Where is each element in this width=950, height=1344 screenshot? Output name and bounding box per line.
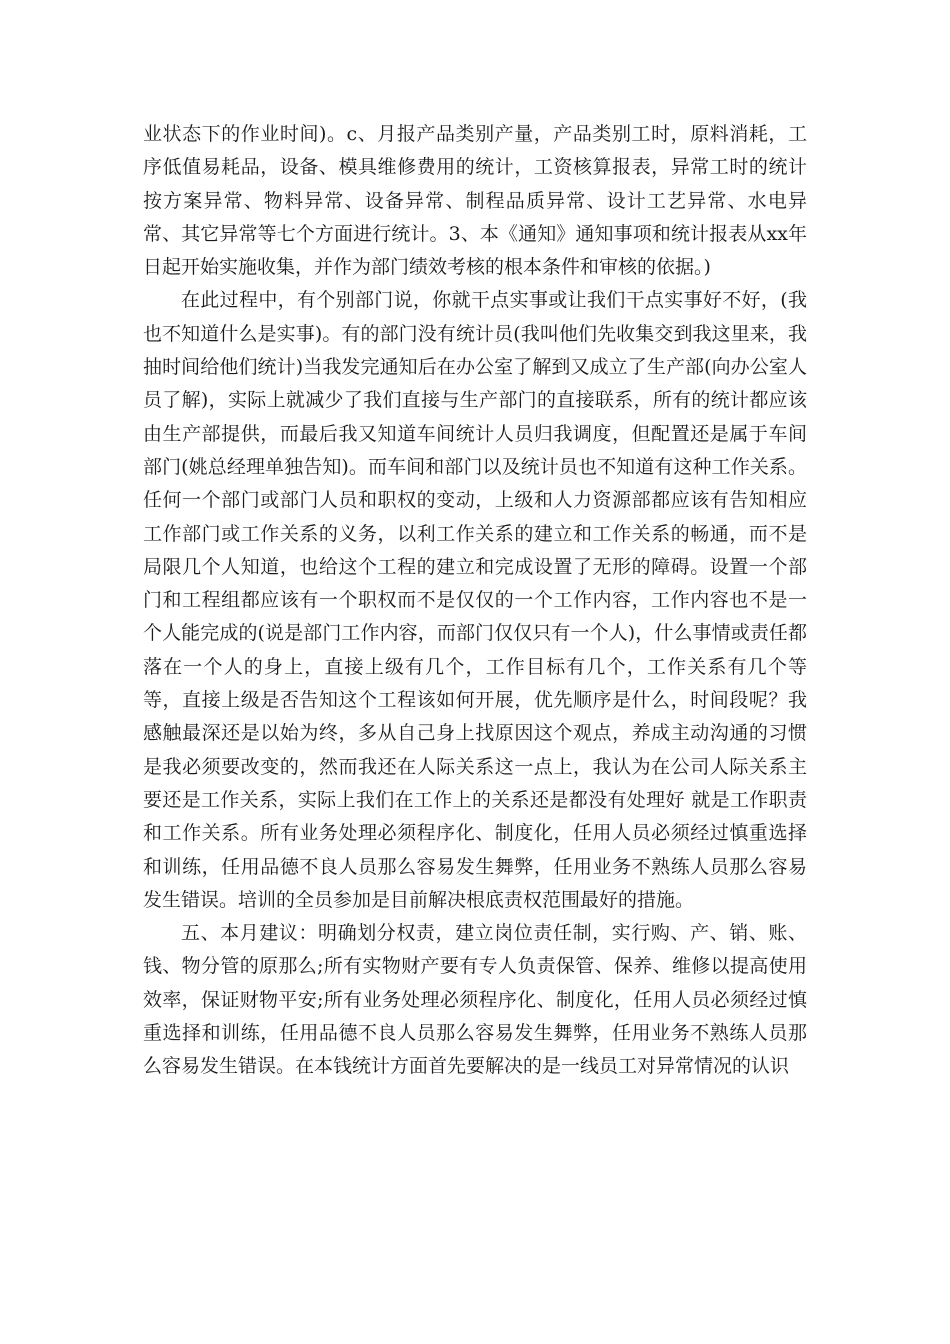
paragraph-3: 五、本月建议：明确划分权责，建立岗位责任制，实行购、产、销、账、钱、物分管的原那么;所有实物财产要有专人负责保管、保养、维修以提高使用效率，保证财物平安;所有业务处理必须程序化、制度化，任用人员必须经过慎重选择和训练，任用品德不良人员那么容易发生舞弊，任用业务不熟练人员那么容易发生错误。在本钱统计方面首先要解决的是一线员工对异常情况的认识 [143, 922, 807, 1078]
paragraph-2: 在此过程中，有个别部门说，你就干点实事或让我们干点实事好不好，(我也不知道什么是实事)。有的部门没有统计员(我叫他们先收集交到我这里来，我抽时间给他们统计)当我发完通知后在办公室了解到又成立了生产部(向办公室人员了解)，实际上就减少了我们直接与生产部门的直接联系，所有的统计都应该由生产部提供，而最后我又知道车间统计人员归我调度，但配置还是属于车间部门(姚总经理单独告知)。而车间和部门以及统计员也不知道有这种工作关系。任何一个部门或部门人员和职权的变动，上级和人力资源部都应该有告知相应工作部门或工作关系的义务，以利工作关系的建立和工作关系的畅通，而不是局限几个人知道，也给这个工程的建立和完成设置了无形的障碍。设置一个部门和工程组都应该有一个职权而不是仅仅的一个工作内容，工作内容也不是一个人能完成的(说是部门工作内容，而部门仅仅只有一个人)，什么事情或责任都落在一个人的身上，直接上级有几个，工作目标有几个，工作关系有几个等等，直接上级是否告知这个工程该如何开展，优先顺序是什么，时间段呢？我感触最深还是以始为终，多从自己身上找原因这个观点，养成主动沟通的习惯是我必须要改变的，然而我还在人际关系这一点上，我认为在公司人际关系主要还是工作关系，实际上我们在工作上的关系还是都没有处理好 就是工作职责和工作关系。所有业务处理必须程序化、制度化，任用人员必须经过慎重选择和训练，任用品德不良人员那么容易发生舞弊，任用业务不熟练人员那么容易发生错误。培训的全员参加是目前解决根底责权范围最好的措施。 [143, 289, 807, 911]
paragraph-1: 业状态下的作业时间)。c、月报产品类别产量，产品类别工时，原料消耗，工序低值易耗品，设备、模具维修费用的统计，工资核算报表，异常工时的统计按方案异常、物料异常、设备异常、制程品质异常、设计工艺异常、水电异常、其它异常等七个方面进行统计。3、本《通知》通知事项和统计报表从xx年日起开始实施收集，并作为部门绩效考核的根本条件和审核的依据。) [143, 123, 807, 279]
document-body [143, 118, 807, 1084]
